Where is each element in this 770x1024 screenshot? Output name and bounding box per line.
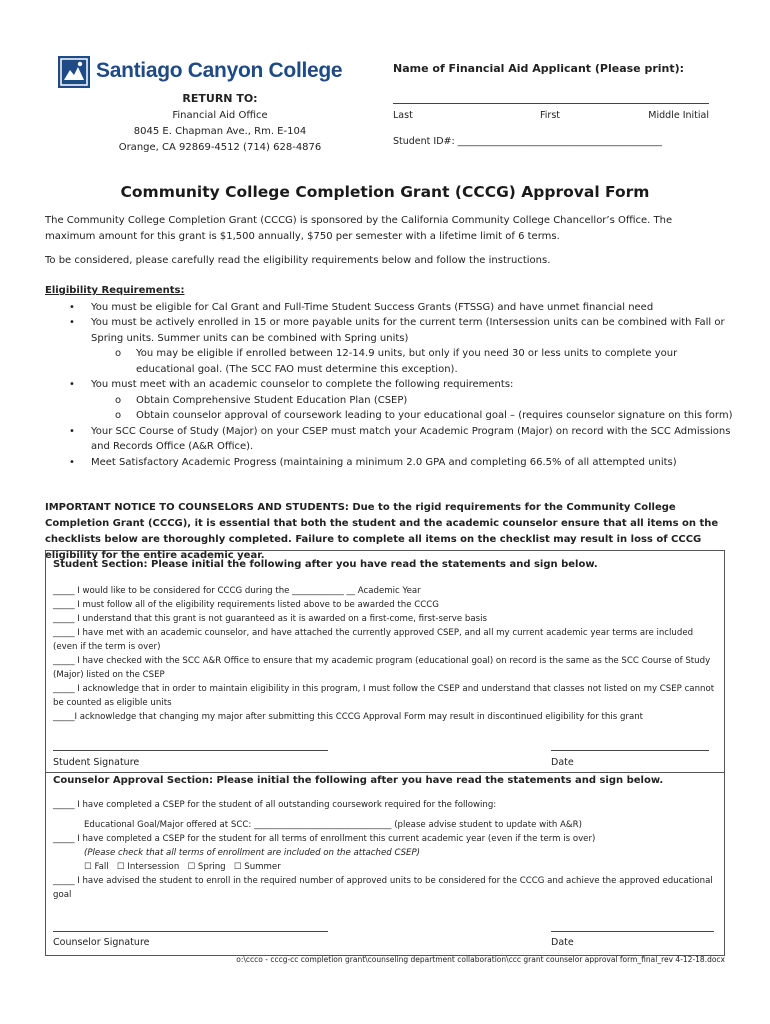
intro	[45, 213, 725, 269]
college-logo	[58, 56, 343, 90]
educational-goal-field[interactable]: Educational Goal/Major offered at SCC: ________________________________ (please advise student to update with A&R)	[84, 820, 582, 830]
last-name-label: Last	[393, 110, 413, 121]
checklist-item[interactable]: _____ I must follow all of the eligibility requirements listed above to be awarded the CCCG	[53, 600, 439, 610]
checklist-item[interactable]: _____ I acknowledge that in order to maintain eligibility in this program, I must follow the CSEP and understand that classes not listed on my CSEP cannot be counted as eligible units	[53, 684, 715, 708]
counselor-date-label: Date	[551, 937, 574, 948]
checklist-item[interactable]: _____ I have met with an academic counselor, and have attached the currently approved CSEP, and all my current academic year terms are included (even if the term is over)	[53, 628, 694, 652]
list-item: • You must be eligible for Cal Grant and Full-Time Student Success Grants (FTSSG) and have unmet financial need	[45, 300, 735, 316]
student-date-label: Date	[551, 757, 574, 768]
list-item: o You may be eligible if enrolled between 12-14.9 units, but only if you need 30 or less units to complete your educational goal. (The SCC FAO must determine this exception).	[115, 348, 678, 375]
bullet-icon: o	[115, 410, 122, 421]
list-item: o Obtain counselor approval of coursework leading to your educational goal – (requires counselor signature on this form)	[45, 408, 735, 424]
college-seal-icon	[58, 56, 90, 88]
checklist-item[interactable]: _____I acknowledge that changing my major after submitting this CCCG Approval Form may result in discontinued eligibility for this grant	[53, 712, 644, 722]
bullet-icon: •	[69, 379, 75, 390]
form-title: Community College Completion Grant (CCCG) Approval Form	[120, 183, 650, 201]
file-path-footer: o:\ccco - cccg-cc completion grant\counseling department collaboration\ccc grant counselor approval form_final_rev 4-12-18.docx	[236, 955, 725, 964]
student-section-heading: Student Section: Please initial the following after you have read the statements and sign below.	[53, 559, 598, 570]
office-name: Financial Aid Office	[172, 110, 268, 121]
fall-checkbox[interactable]: ☐ Fall	[84, 862, 109, 872]
bullet-icon: •	[69, 456, 75, 468]
counselor-signature-label: Counselor Signature	[53, 937, 150, 948]
checklist-box	[45, 550, 725, 956]
middle-initial-label: Middle Initial	[648, 110, 709, 121]
student-signature-label: Student Signature	[53, 757, 140, 768]
counselor-signature-line[interactable]	[53, 931, 328, 932]
student-signature-line[interactable]	[53, 750, 328, 751]
bullet-icon: •	[69, 301, 75, 313]
summer-checkbox[interactable]: ☐ Summer	[233, 862, 281, 872]
counselor-checklist	[53, 798, 718, 902]
city-phone: Orange, CA 92869-4512 (714) 628-4876	[118, 142, 322, 153]
list-item: o Obtain Comprehensive Student Education Plan (CSEP)	[45, 393, 735, 409]
checklist-item[interactable]: _____ I have advised the student to enroll in the required number of approved units to be considered for the CCCG and achieve the approved educational goal	[53, 876, 713, 900]
first-name-label: First	[540, 110, 560, 121]
intro-paragraph-1: The Community College Completion Grant (CCCG) is sponsored by the California Community College Chancellor’s Office. The maximum amount for this grant is $1,500 annually, $750 per semester with a lifetime limit of 6 terms.	[45, 215, 673, 242]
checklist-item[interactable]: _____ I have checked with the SCC A&R Office to ensure that my academic program (educational goal) on record is the same as the SCC Course of Study (Major) listed on the CSEP	[53, 656, 711, 680]
bullet-icon: •	[69, 425, 75, 437]
bullet-icon: o	[115, 348, 122, 359]
checklist-item[interactable]: _____ I have completed a CSEP for the student for all terms of enrollment this current academic year (even if the term is over)	[53, 834, 596, 844]
student-date-line[interactable]	[551, 750, 709, 751]
college-name: Santiago Canyon College	[96, 59, 343, 82]
list-item: • Meet Satisfactory Academic Progress (maintaining a minimum 2.0 GPA and completing 66.5% of all attempted units)	[45, 455, 735, 471]
term-checkboxes	[53, 860, 718, 874]
bullet-icon: •	[69, 317, 75, 328]
checklist-item[interactable]: _____ I understand that this grant is not guaranteed as it is awarded on a first-come, first-serve basis	[53, 614, 487, 624]
spring-checkbox[interactable]: ☐ Spring	[187, 862, 226, 872]
counselor-section-heading: Counselor Approval Section: Please initial the following after you have read the statements and sign below.	[53, 775, 664, 786]
checklist-item[interactable]: _____ I have completed a CSEP for the student of all outstanding coursework required for the following:	[53, 800, 497, 810]
section-divider	[46, 772, 724, 773]
counselor-date-line[interactable]	[551, 931, 714, 932]
eligibility-requirements	[45, 283, 735, 470]
name-field[interactable]	[393, 103, 709, 104]
list-item: • You must meet with an academic counselor to complete the following requirements:	[45, 377, 735, 393]
return-to-heading: RETURN TO:	[182, 92, 258, 105]
list-item: • You must be actively enrolled in 15 or more payable units for the current term (Intersession units can be combined with Fall or Spring units. Summer units can be combined with Spring units)	[69, 317, 725, 344]
terms-note: (Please check that all terms of enrollment are included on the attached CSEP)	[84, 848, 421, 858]
checklist-item[interactable]: _____ I would like to be considered for CCCG during the ____________ __ Academic Year	[53, 586, 421, 596]
bullet-icon: o	[115, 394, 122, 406]
eligibility-heading: Eligibility Requirements:	[45, 285, 185, 296]
street-address: 8045 E. Chapman Ave., Rm. E-104	[133, 126, 307, 137]
intro-paragraph-2: To be considered, please carefully read the eligibility requirements below and follow the instructions.	[45, 255, 551, 266]
important-notice: IMPORTANT NOTICE TO COUNSELORS AND STUDENTS: Due to the rigid requirements for the Community College Completion Grant (CCCG), it is essential that both the student and the academic counselor ensure that all items on the checklists below are thoroughly completed. Failure to complete all items on the checklist may result in loss of CCCG eligibility for the entire academic year.	[45, 502, 719, 561]
student-id-field[interactable]: Student ID#: ___________________________________________	[393, 136, 662, 147]
student-checklist	[53, 584, 718, 724]
applicant-info	[393, 62, 713, 147]
list-item: • Your SCC Course of Study (Major) on your CSEP must match your Academic Program (Major) on record with the SCC Admissions and Records Office (A&R Office).	[69, 425, 731, 452]
intersession-checkbox[interactable]: ☐ Intersession	[116, 862, 180, 872]
return-address	[100, 90, 340, 156]
applicant-title: Name of Financial Aid Applicant (Please print):	[393, 62, 685, 75]
